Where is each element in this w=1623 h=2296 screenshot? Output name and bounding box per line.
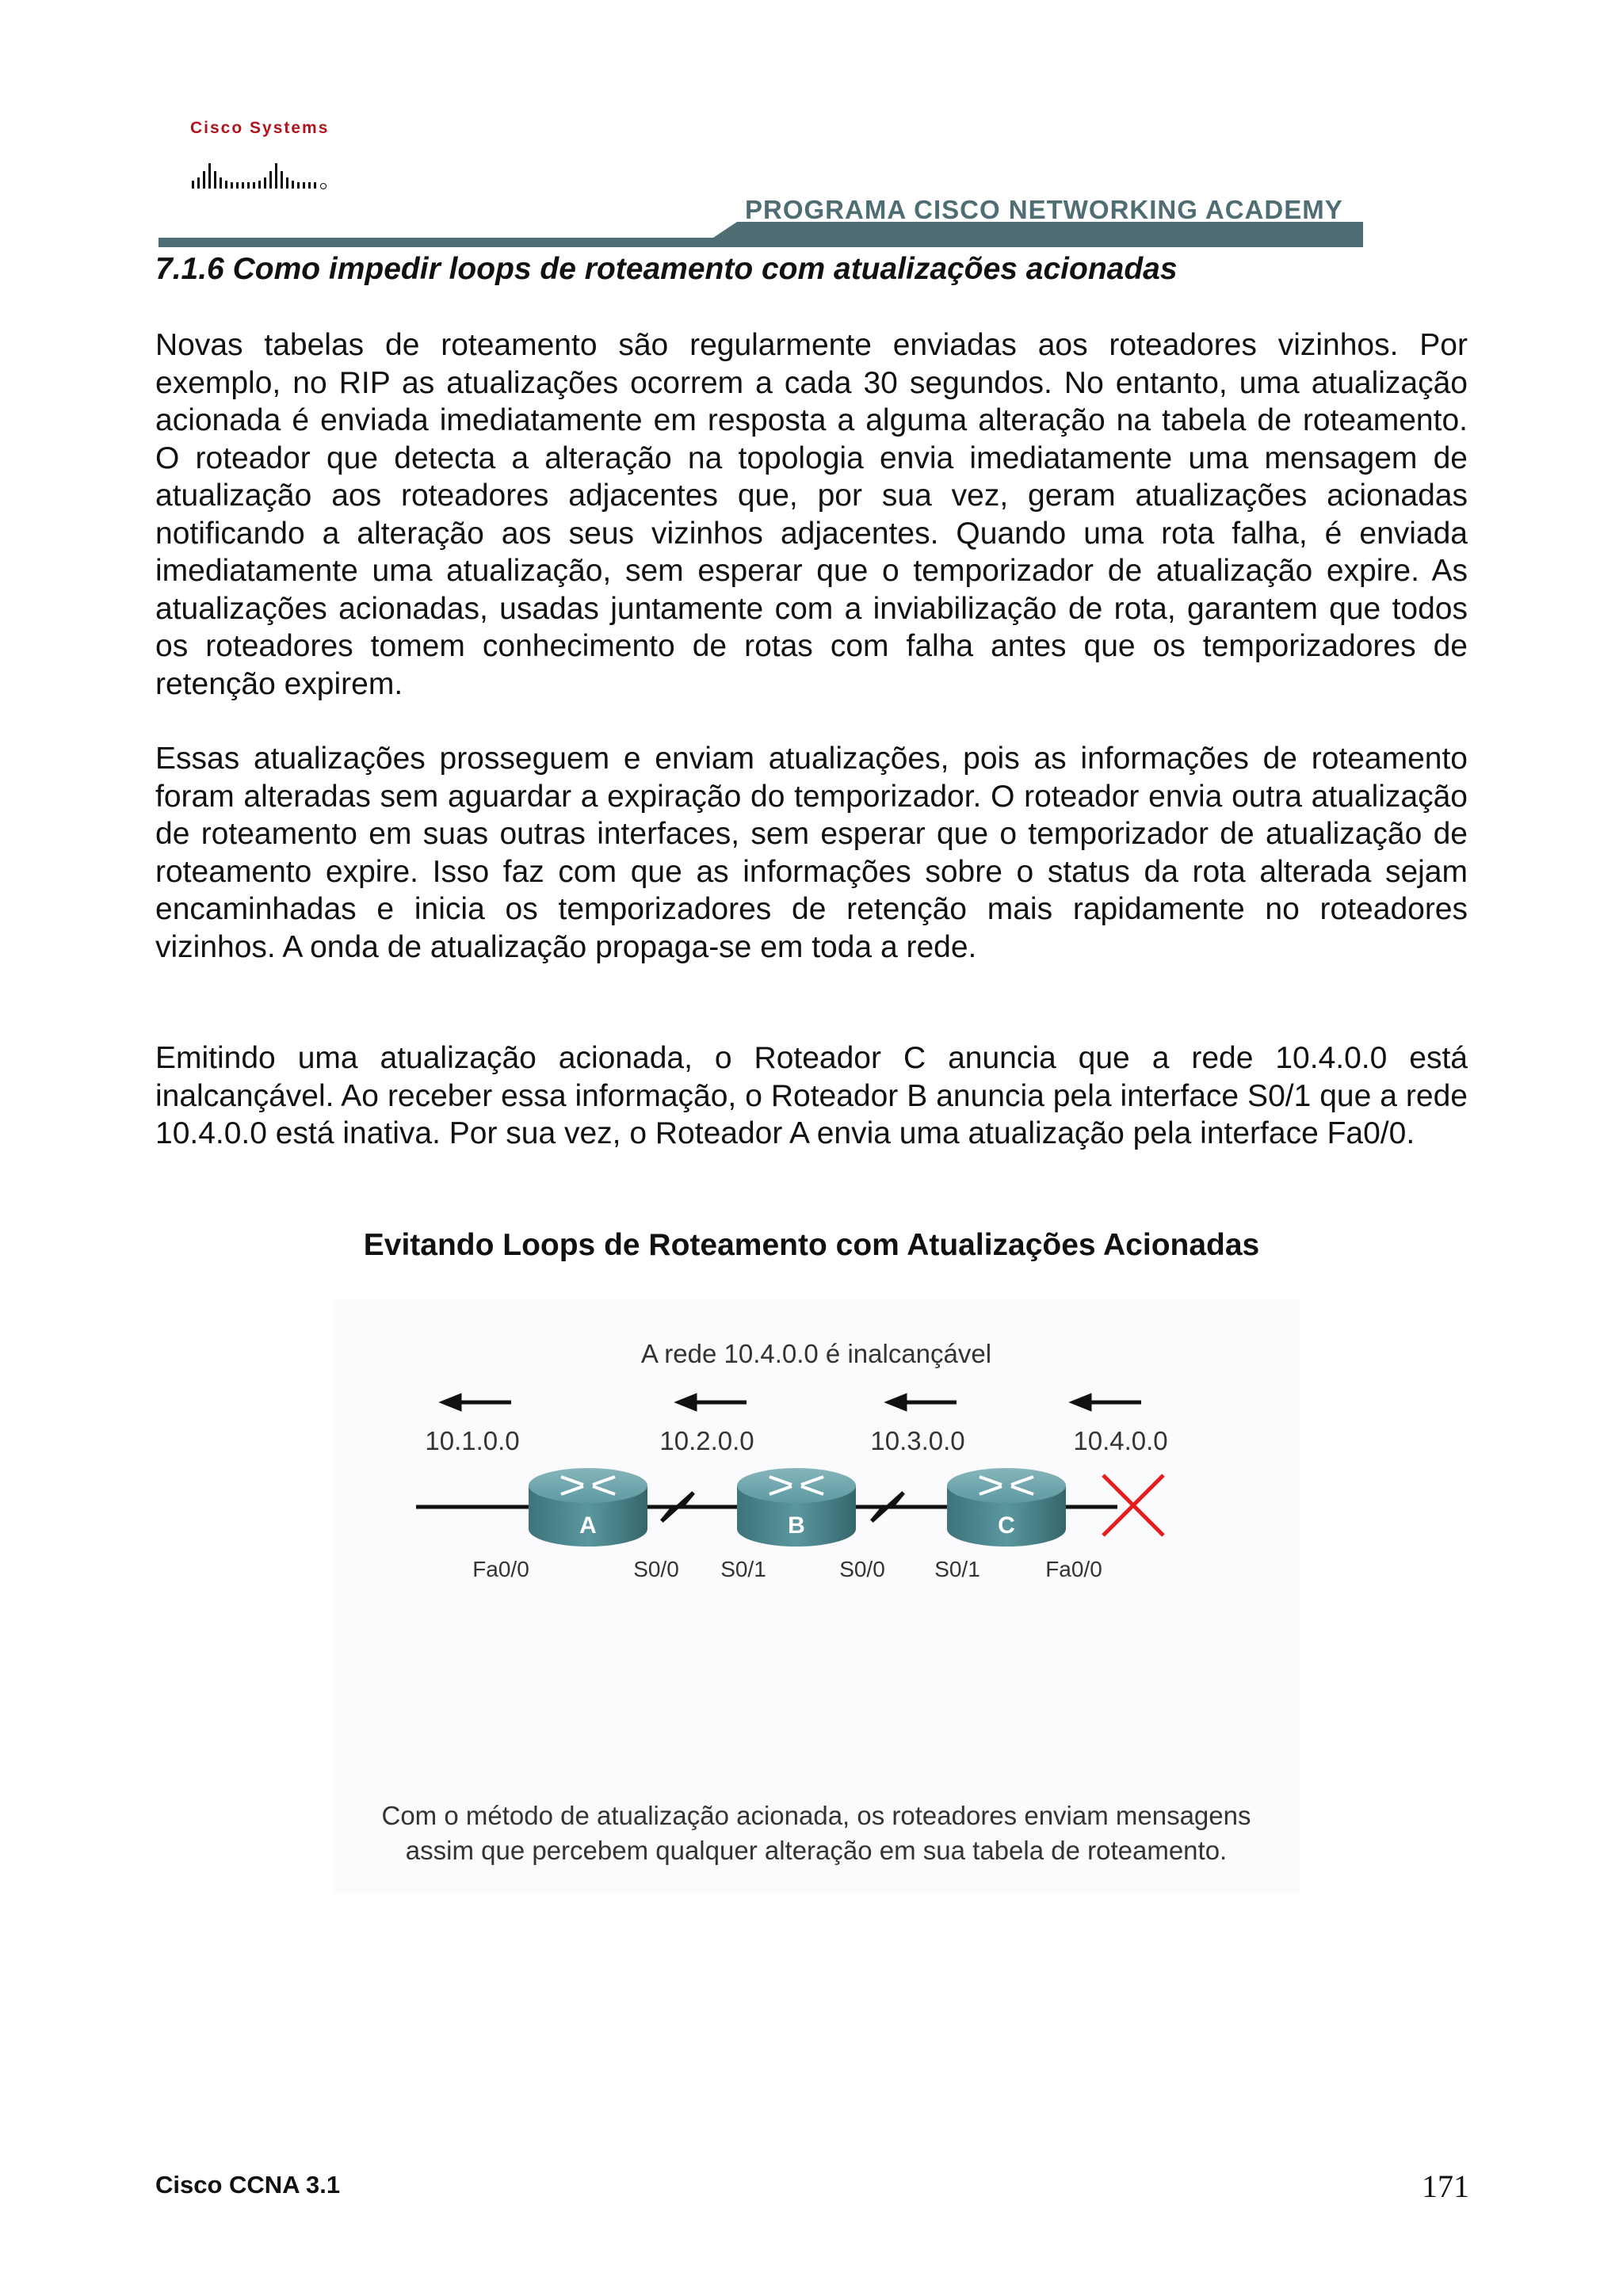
- interface-label: S0/1: [720, 1557, 766, 1581]
- footer-course: Cisco CCNA 3.1: [155, 2171, 341, 2199]
- caption-line-2: assim que percebem qualquer alteração em sua tabela de roteamento.: [405, 1836, 1228, 1865]
- logo-bars-icon: [190, 143, 333, 190]
- figure-title: Evitando Loops de Roteamento com Atualizações Acionadas: [363, 1228, 1260, 1262]
- logo-text: Cisco Systems: [190, 119, 330, 137]
- serial-link: [856, 1493, 947, 1521]
- interface-label: S0/0: [633, 1557, 679, 1581]
- network-label: 10.3.0.0: [870, 1426, 965, 1455]
- network-label: 10.1.0.0: [425, 1426, 520, 1455]
- network-label: 10.2.0.0: [659, 1426, 754, 1455]
- section-title: 7.1.6 Como impedir loops de roteamento com atualizações acionadas: [155, 252, 1178, 286]
- paragraph-1: Novas tabelas de roteamento são regularmente enviadas aos roteadores vizinhos. Por exemplo, no RIP as atualizações ocorrem a cada 30 segundos. No entanto, uma atualização acionada é enviada imediatamente em resposta a alguma alteração na tabela de roteamento. O roteador que detecta a alteração na topologia envia imediatamente uma mensagem de atualização aos roteadores adjacentes que, por sua vez, geram atualizações acionadas notificando a alteração aos seus vizinhos adjacentes. Quando uma rota falha, é enviada imediatamente uma atualização, sem esperar que o temporizador de atualização expire. As atualizações acionadas, usadas juntamente com a inviabilização de rota, garantem que todos os roteadores tomem conhecimento de rotas com falha antes que os temporizadores de retenção expirem.: [155, 328, 1468, 701]
- caption-line-1: Com o método de atualização acionada, os roteadores enviam mensagens: [381, 1801, 1251, 1830]
- interface-label: Fa0/0: [472, 1557, 529, 1581]
- arrow-left-icon: [679, 1396, 747, 1409]
- page-number: 171: [1422, 2168, 1469, 2204]
- cisco-systems-logo: [190, 119, 349, 198]
- interface-label: S0/0: [839, 1557, 885, 1581]
- figure-caption: [333, 1798, 1300, 1868]
- network-label: 10.4.0.0: [1073, 1426, 1168, 1455]
- arrow-left-icon: [1074, 1396, 1141, 1409]
- paragraph-2: Essas atualizações prosseguem e enviam atualizações, pois as informações de roteamento foram alteradas sem aguardar a expiração do temporizador. O roteador envia outra atualização de roteamento em suas outras interfaces, sem esperar que o temporizador de atualização de roteamento expire. Isso faz com que as informações sobre o status da rota alterada sejam encaminhadas e inicia os temporizadores de retenção mais rapidamente no roteadores vizinhos. A onda de atualização propaga-se em toda a rede.: [155, 742, 1468, 964]
- interface-label: Fa0/0: [1045, 1557, 1102, 1581]
- paragraph-3: Emitindo uma atualização acionada, o Roteador C anuncia que a rede 10.4.0.0 está inalcançável. Ao receber essa informação, o Roteador B anuncia pela interface S0/1 que a rede 10.4.0.0 está inativa. Por sua vez, o Roteador A envia uma atualização pela interface Fa0/0.: [155, 1041, 1468, 1150]
- router-a-label: A: [579, 1512, 597, 1539]
- interface-label: S0/1: [934, 1557, 980, 1581]
- arrow-left-icon: [889, 1396, 957, 1409]
- diagram-banner: A rede 10.4.0.0 é inalcançável: [640, 1339, 992, 1368]
- arrow-left-icon: [444, 1396, 511, 1409]
- program-title: PROGRAMA CISCO NETWORKING ACADEMY: [745, 195, 1343, 224]
- serial-link: [646, 1493, 737, 1521]
- router-b-label: B: [788, 1512, 805, 1539]
- router-c-label: C: [998, 1512, 1015, 1539]
